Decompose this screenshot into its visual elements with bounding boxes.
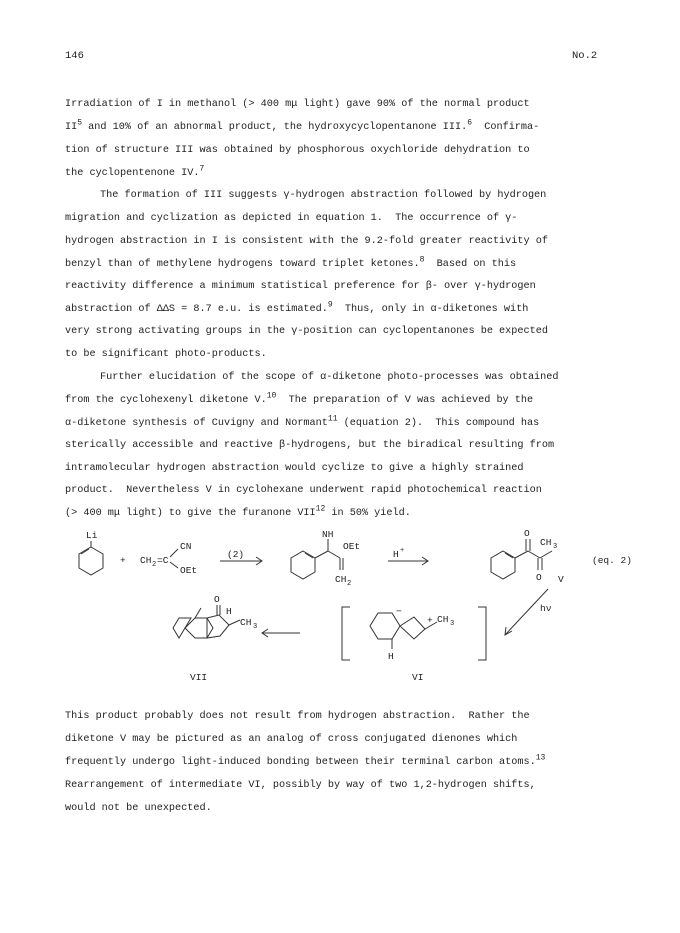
svg-text:CN: CN — [180, 541, 192, 552]
text-line: Further elucidation of the scope of α-diketone photo-processes was obtained — [100, 372, 559, 383]
svg-text:3: 3 — [450, 620, 455, 628]
page-number: 146 — [65, 50, 84, 62]
text-line: migration and cyclization as depicted in equation 1. The occurrence of γ- — [65, 213, 518, 224]
text-line: (> 400 mμ light) to give the furanone VII$^{12}$ in 50% yield. — [65, 504, 411, 519]
reaction-scheme — [0, 525, 680, 700]
cyclohexenyl-lithium-structure — [79, 530, 103, 575]
text-line: the cyclopentenone IV.$^7$ — [65, 164, 205, 179]
svg-text:H: H — [388, 651, 394, 662]
text-line: The formation of III suggests γ-hydrogen abstraction followed by hydrogen — [100, 190, 547, 201]
text-line: frequently undergo light-induced bonding between their terminal carbon atoms.$^{13}$ — [65, 753, 546, 768]
text-line: reactivity difference a minimum statistical preference for β- over γ-hydrogen — [65, 281, 536, 292]
svg-text:hν: hν — [540, 603, 552, 614]
ethoxyacrylonitrile-structure — [140, 541, 197, 576]
equation-number: (eq. 2) — [592, 555, 632, 566]
text-line: intramolecular hydrogen abstraction would cyclize to give a highly strained — [65, 463, 524, 474]
text-line: from the cyclohexenyl diketone V.$^{10}$ The preparation of V was achieved by the — [65, 391, 534, 406]
intermediate-vi-structure — [342, 606, 486, 662]
svg-text:CH: CH — [437, 614, 449, 625]
text-line: abstraction of ΔΔS = 8.7 e.u. is estimated.$^9$ Thus, only in α-diketones with — [65, 300, 529, 315]
issue-number: No.2 — [572, 50, 598, 62]
text-line: sterically accessible and reactive β-hydrogens, but the biradical resulting from — [65, 440, 555, 451]
text-line: diketone V may be pictured as an analog of cross conjugated dienones which — [65, 734, 518, 745]
svg-text:Li: Li — [86, 530, 98, 541]
text-line: This product probably does not result from hydrogen abstraction. Rather the — [65, 711, 530, 722]
rearrangement-arrow — [262, 629, 300, 637]
svg-text:CH: CH — [335, 574, 347, 585]
text-line: to be significant photo-products. — [65, 349, 267, 360]
text-line: would not be unexpected. — [65, 803, 212, 814]
diketone-v-structure — [491, 528, 564, 585]
svg-text:O: O — [536, 572, 542, 583]
svg-text:OEt: OEt — [180, 565, 198, 576]
text-line: Irradiation of I in methanol (> 400 mμ light) gave 90% of the normal product — [65, 99, 530, 110]
svg-text:+: + — [400, 547, 405, 555]
furanone-vii-structure — [173, 594, 257, 638]
svg-text:OEt: OEt — [343, 541, 361, 552]
text-line: tion of structure III was obtained by phosphorous oxychloride dehydration to — [65, 145, 530, 156]
text-line: $II^5$ and 10% of an abnormal product, the hydroxycyclopentanone III.$^6$ Confirma- — [65, 118, 540, 133]
svg-text:−: − — [396, 606, 402, 617]
svg-text:=C: =C — [157, 555, 169, 566]
svg-text:O: O — [214, 594, 220, 605]
svg-text:CH: CH — [540, 537, 552, 548]
reaction-arrow — [220, 549, 262, 565]
compound-label-vii: VII — [190, 672, 208, 683]
text-line: benzyl than of methylene hydrogens toward triplet ketones.$^8$ Based on this — [65, 255, 517, 270]
text-line: Rearrangement of intermediate VI, possibly by way of two 1,2-hydrogen shifts, — [65, 780, 536, 791]
text-line: very strong activating groups in the γ-position can cyclopentanones be expected — [65, 326, 548, 337]
compound-label-vi: VI — [412, 672, 424, 683]
svg-text:3: 3 — [553, 543, 558, 551]
svg-text:3: 3 — [253, 623, 258, 631]
text-line: hydrogen abstraction in I is consistent with the 9.2-fold greater reactivity of — [65, 236, 548, 247]
text-line: product. Nevertheless V in cyclohexane underwent rapid photochemical reaction — [65, 485, 542, 496]
photolysis-arrow — [505, 589, 551, 635]
svg-text:H: H — [226, 606, 232, 617]
svg-text:CH: CH — [240, 617, 252, 628]
enamine-intermediate-structure — [291, 529, 360, 588]
svg-text:2: 2 — [347, 580, 352, 588]
plus-sign: + — [120, 555, 126, 566]
svg-text:(2): (2) — [227, 549, 245, 560]
svg-text:2: 2 — [152, 561, 157, 569]
svg-text:V: V — [558, 574, 564, 585]
svg-text:H: H — [393, 549, 399, 560]
svg-text:O: O — [524, 528, 530, 539]
text-line: α-diketone synthesis of Cuvigny and Normant$^{11}$ (equation 2). This compound has — [65, 414, 540, 429]
svg-text:+: + — [427, 615, 433, 626]
svg-text:CH: CH — [140, 555, 152, 566]
svg-text:NH: NH — [322, 529, 334, 540]
acid-arrow — [388, 547, 428, 565]
